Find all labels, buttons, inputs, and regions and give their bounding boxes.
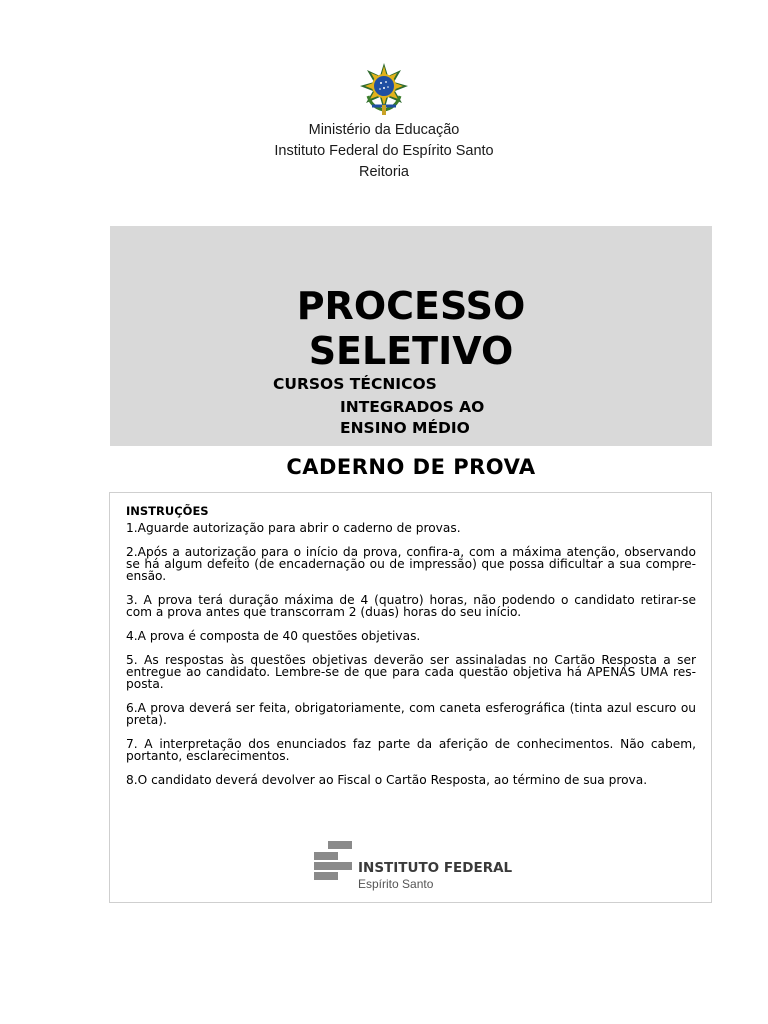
subtitle-line-1: CURSOS TÉCNICOS [273,375,437,393]
instruction-item: 7. A interpretação dos enunciados faz parte da aferição de conhecimentos. Não cabem, portanto, esclarecimentos. [126,737,696,763]
institute-name: Instituto Federal do Espírito Santo [274,143,494,159]
instituto-federal-logo-icon [314,840,354,880]
instruction-item: 6.A prova deverá ser feita, obrigatoriamente, com caneta esferográfica (tinta azul escuro ou preta). [126,701,696,727]
instruction-item: 4.A prova é composta de 40 questões objetivas. [126,629,421,643]
instruction-item: 5. As respostas às questões objetivas deverão ser assinaladas no Cartão Resposta a ser entregue ao candidato. Lembre-se de que para cada questão objetiva há APENAS UMA res- posta. [126,653,696,691]
title-box [110,226,712,446]
instruction-item: 2.Após a autorização para o início da prova, confira-a, com a máxima atenção, observando se há algum defeito (de encadernação ou de impressão) que possa dificultar a sua compre- ensão. [126,545,696,583]
title-line-2: SELETIVO [308,329,514,373]
exam-booklet-heading: CADERNO DE PROVA [286,455,536,479]
brazil-coat-of-arms-icon [358,62,410,116]
department-name: Reitoria [359,164,409,180]
logo-subname: Espírito Santo [358,877,434,891]
instruction-item: 3. A prova terá duração máxima de 4 (quatro) horas, não podendo o candidato retirar-se com a prova antes que transcorram 2 (duas) horas do seu início. [126,593,696,619]
subtitle-line-3: ENSINO MÉDIO [340,419,470,437]
title-line-1: PROCESSO [296,284,526,328]
subtitle-line-2: INTEGRADOS AO [340,398,485,416]
ministry-name: Ministério da Educação [308,122,460,138]
instituto-federal-logo [314,840,514,892]
instruction-item: 8.O candidato deverá devolver ao Fiscal o Cartão Resposta, ao término de sua prova. [126,773,648,787]
header-text [0,120,768,183]
header [0,62,768,183]
logo-name: INSTITUTO FEDERAL [358,860,513,876]
instructions-content [126,503,696,798]
instructions-heading: INSTRUÇÕES [126,504,209,518]
instruction-item: 1.Aguarde autorização para abrir o caderno de provas. [126,521,461,535]
